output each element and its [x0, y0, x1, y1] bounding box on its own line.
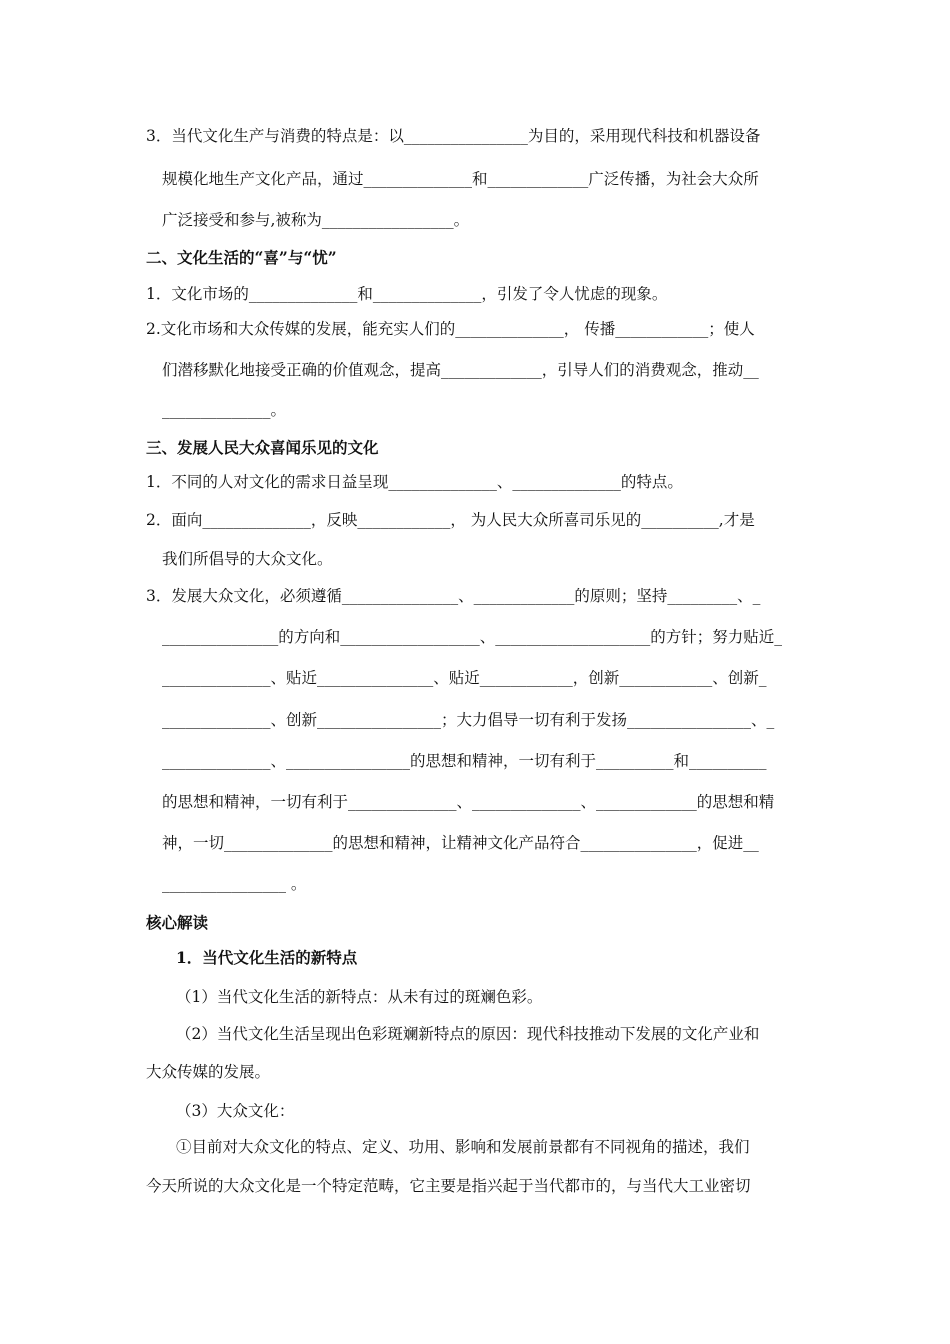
text-line: （1）当代文化生活的新特点：从未有过的斑斓色彩。: [176, 988, 543, 1006]
text-line: ______________、贴近_______________、贴近____________，创新____________、创新_: [162, 669, 767, 687]
text-line: 今天所说的大众文化是一个特定范畴，它主要是指兴起于当代都市的，与当代大工业密切: [146, 1177, 751, 1195]
text-line: ______________。: [162, 401, 287, 419]
text-line: ________________ 。: [162, 875, 307, 893]
text-line: 规模化地生产文化产品，通过______________和_____________广泛传播，为社会大众所: [162, 170, 759, 188]
text-line: 广泛接受和参与,被称为_________________。: [162, 211, 470, 229]
text-line: 2.文化市场和大众传媒的发展，能充实人们的______________， 传播____________；使人: [146, 320, 755, 338]
text-line: 2．面向______________，反映____________， 为人民大众所喜司乐见的__________,才是: [146, 511, 755, 529]
text-line: 3．发展大众文化，必须遵循_______________、_____________的原则；坚持_________、_: [146, 587, 761, 605]
text-line: （2）当代文化生活呈现出色彩斑斓新特点的原因：现代科技推动下发展的文化产业和: [176, 1025, 760, 1043]
text-line: ______________、创新________________；大力倡导一切有利于发扬________________、_: [162, 711, 775, 729]
text-line: 1．不同的人对文化的需求日益呈现______________、______________的特点。: [146, 473, 683, 491]
text-line: 3．当代文化生产与消费的特点是：以________________为目的，采用现代科技和机器设备: [146, 127, 761, 145]
section-heading: 三、发展人民大众喜闻乐见的文化: [146, 438, 379, 457]
text-line: 1．文化市场的______________和______________，引发了令人忧虑的现象。: [146, 285, 668, 303]
text-line: _______________的方向和__________________、____________________的方针；努力贴近_: [162, 628, 783, 646]
subsection-heading: 1．当代文化生活的新特点: [176, 948, 358, 967]
text-line: ______________、________________的思想和精神，一切有利于__________和__________: [162, 752, 767, 770]
text-line: 的思想和精神，一切有利于______________、______________、_____________的思想和精: [162, 793, 775, 811]
text-line: 我们所倡导的大众文化。: [162, 550, 333, 568]
section-heading: 核心解读: [146, 913, 209, 932]
text-line: 大众传媒的发展。: [146, 1063, 271, 1081]
text-line: 神，一切______________的思想和精神，让精神文化产品符合_______________，促进__: [162, 834, 759, 852]
text-line: ①目前对大众文化的特点、定义、功用、影响和发展前景都有不同视角的描述，我们: [176, 1138, 750, 1156]
text-line: 们潜移默化地接受正确的价值观念，提高_____________，引导人们的消费观念，推动__: [162, 361, 759, 379]
text-line: （3）大众文化：: [176, 1102, 295, 1120]
section-heading: 二、文化生活的“喜”与“忧”: [146, 248, 337, 267]
